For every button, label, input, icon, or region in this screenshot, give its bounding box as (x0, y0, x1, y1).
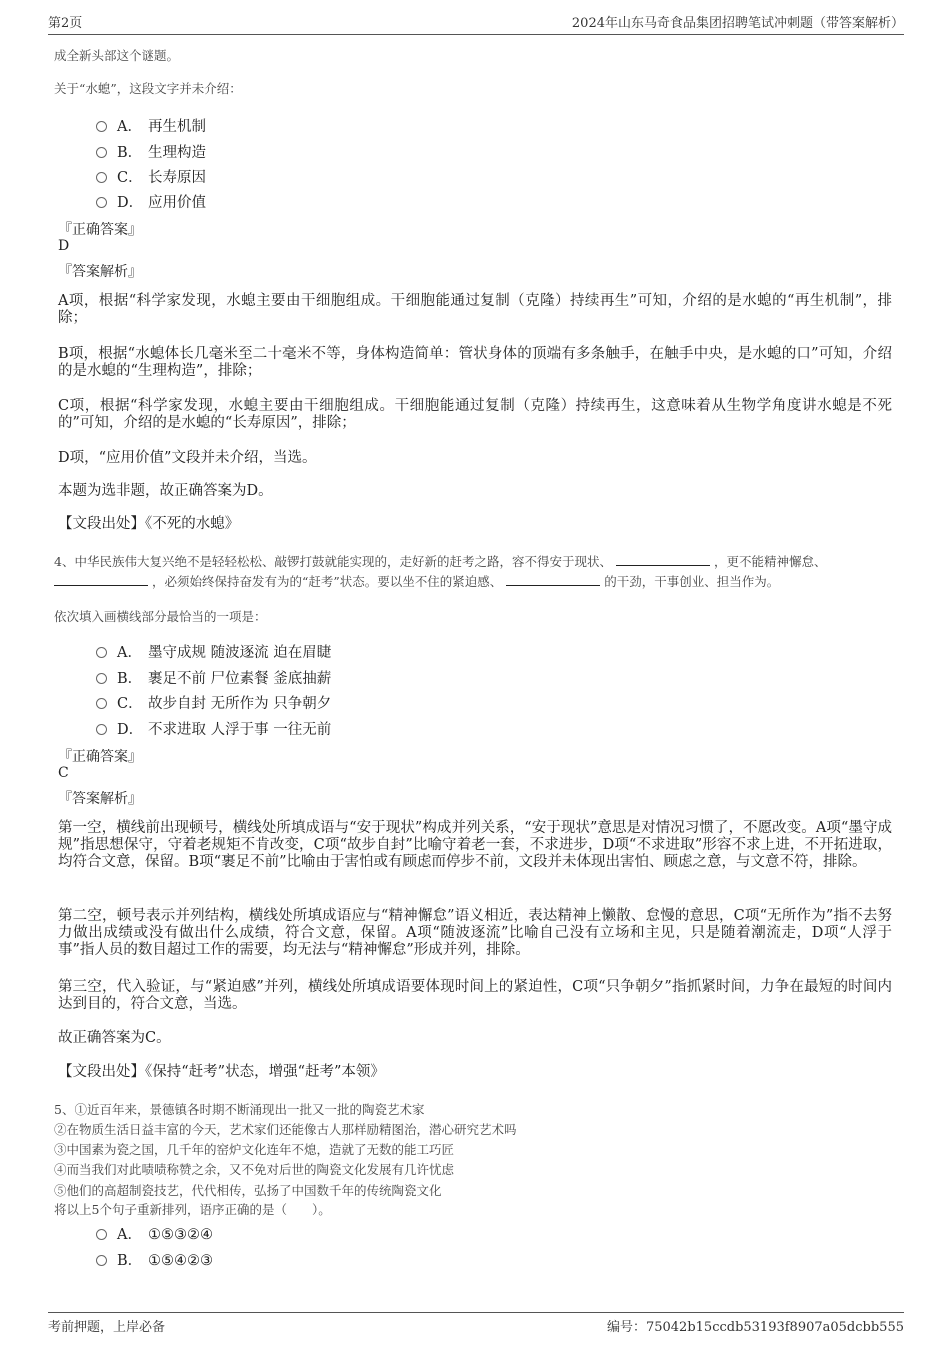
q4-source: 【文段出处】《保持“赶考”状态，增强“赶考”本领》 (58, 1064, 385, 1080)
q3-analysis-label: 『答案解析』 (58, 264, 142, 280)
q3-option-d[interactable] (96, 191, 206, 212)
document-code: 编号：75042b15ccdb53193f8907a05dcbb555 (606, 1320, 904, 1335)
q4-stem-part3: ，必须始终保持奋发有为的“赶考”状态。要以坐不住的紧迫感、 (152, 574, 503, 589)
option-text: 故步自封 无所作为 只争朝夕 (148, 696, 332, 712)
q3-analysis-b: B项，根据“水螅体长几毫米至二十毫米不等，身体构造简单：管状身体的顶端有多条触手，在触手中央，是水螅的口”可知，介绍的是水螅的“生理构造”，排除； (58, 346, 892, 379)
q4-option-d[interactable] (96, 718, 331, 739)
radio-icon[interactable] (96, 1229, 107, 1240)
fill-blank-3 (506, 574, 600, 586)
option-text: 不求进取 人浮于事 一往无前 (148, 722, 332, 738)
radio-icon[interactable] (96, 197, 107, 208)
radio-icon[interactable] (96, 647, 107, 658)
q4-answer: C (58, 765, 69, 781)
q5-sentence-1: 5、①近百年来，景德镇各时期不断涌现出一批又一批的陶瓷艺术家 (54, 1102, 425, 1117)
q4-analysis-blank2: 第二空，顿号表示并列结构，横线处所填成语应与“精神懈怠”语义相近，表达精神上懒散、怠慢的意思，C项“无所作为”指不去努力做出成绩或没有做出什么成绩，符合文意，保留。A项“随波逐流”比喻自己没有立场和主见，只是随着潮流走，D项“人浮于事”指人员的数目超过工作的需要，均无法与“精神懈怠”形成并列，排除。 (58, 908, 892, 958)
q5-sentence-2: ②在物质生活日益丰富的今天，艺术家们还能像古人那样励精图治，潜心研究艺术吗 (54, 1122, 517, 1137)
q3-answer: D (58, 238, 70, 254)
q3-option-b[interactable] (96, 141, 206, 162)
document-title: 2024年山东马奇食品集团招聘笔试冲刺题（带答案解析） (571, 16, 904, 31)
option-letter: B． (117, 145, 143, 161)
fill-blank-1 (616, 554, 710, 566)
q4-analysis-blank1: 第一空，横线前出现顿号，横线处所填成语与“安于现状”构成并列关系，“安于现状”意思是对情况习惯了，不愿改变。A项“墨守成规”指思想保守，守着老规矩不肯改变，C项“故步自封”比喻守着老一套，不求进步，D项“不求进取”形容不求上进，不开拓进取，均符合文意，保留。B项“裹足不前”比喻由于害怕或有顾虑而停步不前，文段并未体现出害怕、顾虑之意，与文意不符，排除。 (58, 820, 892, 870)
q4-option-a[interactable] (96, 641, 331, 662)
option-text: 生理构造 (148, 145, 206, 161)
page-footer (48, 1312, 904, 1333)
option-letter: C． (117, 170, 143, 186)
q3-option-c[interactable] (96, 166, 206, 187)
q5-option-b[interactable] (96, 1249, 213, 1270)
q4-option-b[interactable] (96, 667, 331, 688)
q5-sentence-3: ③中国素为瓷之国，几千年的窑炉文化连年不熄，造就了无数的能工巧匠 (54, 1142, 455, 1157)
q4-stem-part2: ，更不能精神懈怠、 (713, 554, 827, 569)
option-text: ①⑤③②④ (148, 1227, 213, 1243)
q4-analysis-label: 『答案解析』 (58, 791, 142, 807)
q4-stem-line1 (54, 552, 826, 570)
option-letter: A． (117, 645, 142, 661)
q3-conclusion: 本题为选非题，故正确答案为D。 (58, 483, 273, 499)
q5-sentence-5: ⑤他们的高超制瓷技艺，代代相传，弘扬了中国数千年的传统陶瓷文化 (54, 1183, 442, 1198)
radio-icon[interactable] (96, 673, 107, 684)
fill-blank-2 (54, 574, 148, 586)
radio-icon[interactable] (96, 698, 107, 709)
q3-option-a[interactable] (96, 115, 206, 136)
option-text: 裹足不前 尸位素餐 釜底抽薪 (148, 671, 332, 687)
option-letter: C． (117, 696, 143, 712)
q3-answer-label: 『正确答案』 (58, 222, 142, 238)
option-text: 再生机制 (148, 119, 206, 135)
q5-prompt: 将以上5个句子重新排列，语序正确的是（ ）。 (54, 1202, 331, 1217)
option-text: ①⑤④②③ (148, 1253, 213, 1269)
option-letter: D． (117, 195, 144, 211)
q3-source: 【文段出处】《不死的水螅》 (58, 516, 240, 532)
radio-icon[interactable] (96, 121, 107, 132)
page-number: 第2页 (48, 16, 83, 31)
option-text: 墨守成规 随波逐流 迫在眉睫 (148, 645, 332, 661)
q4-stem-part4: 的干劲，干事创业、担当作为。 (604, 574, 780, 589)
option-text: 长寿原因 (148, 170, 206, 186)
page-header (48, 14, 904, 35)
q3-prompt: 关于“水螅”，这段文字并未介绍： (54, 81, 242, 96)
option-letter: A． (117, 1227, 142, 1243)
q4-prompt: 依次填入画横线部分最恰当的一项是： (54, 609, 267, 624)
q4-stem-line2 (54, 572, 779, 590)
q4-answer-label: 『正确答案』 (58, 749, 142, 765)
q4-stem-part1: 4、中华民族伟大复兴绝不是轻轻松松、敲锣打鼓就能实现的，走好新的赶考之路，容不得安于现状、 (54, 554, 612, 569)
option-letter: B． (117, 1253, 143, 1269)
option-letter: A． (117, 119, 142, 135)
q5-option-a[interactable] (96, 1223, 213, 1244)
q4-conclusion: 故正确答案为C。 (58, 1030, 171, 1046)
radio-icon[interactable] (96, 172, 107, 183)
radio-icon[interactable] (96, 1255, 107, 1266)
q3-intro-tail: 成全新头部这个谜题。 (54, 48, 180, 63)
q4-option-c[interactable] (96, 692, 331, 713)
radio-icon[interactable] (96, 724, 107, 735)
q3-analysis-a: A项，根据“科学家发现，水螅主要由干细胞组成。干细胞能通过复制（克隆）持续再生”可知，介绍的是水螅的“再生机制”，排除； (58, 293, 892, 326)
option-letter: D． (117, 722, 144, 738)
q3-analysis-c: C项，根据“科学家发现，水螅主要由干细胞组成。干细胞能通过复制（克隆）持续再生，这意味着从生物学角度讲水螅是不死的”可知，介绍的是水螅的“长寿原因”，排除； (58, 398, 892, 431)
option-letter: B． (117, 671, 143, 687)
q5-sentence-4: ④而当我们对此啧啧称赞之余，又不免对后世的陶瓷文化发展有几许忧虑 (54, 1162, 455, 1177)
radio-icon[interactable] (96, 147, 107, 158)
option-text: 应用价值 (148, 195, 206, 211)
q3-analysis-d: D项，“应用价值”文段并未介绍，当选。 (58, 450, 317, 466)
q4-analysis-blank3: 第三空，代入验证，与“紧迫感”并列，横线处所填成语要体现时间上的紧迫性，C项“只争朝夕”指抓紧时间，力争在最短的时间内达到目的，符合文意，当选。 (58, 979, 892, 1012)
footer-slogan: 考前押题，上岸必备 (48, 1320, 166, 1335)
